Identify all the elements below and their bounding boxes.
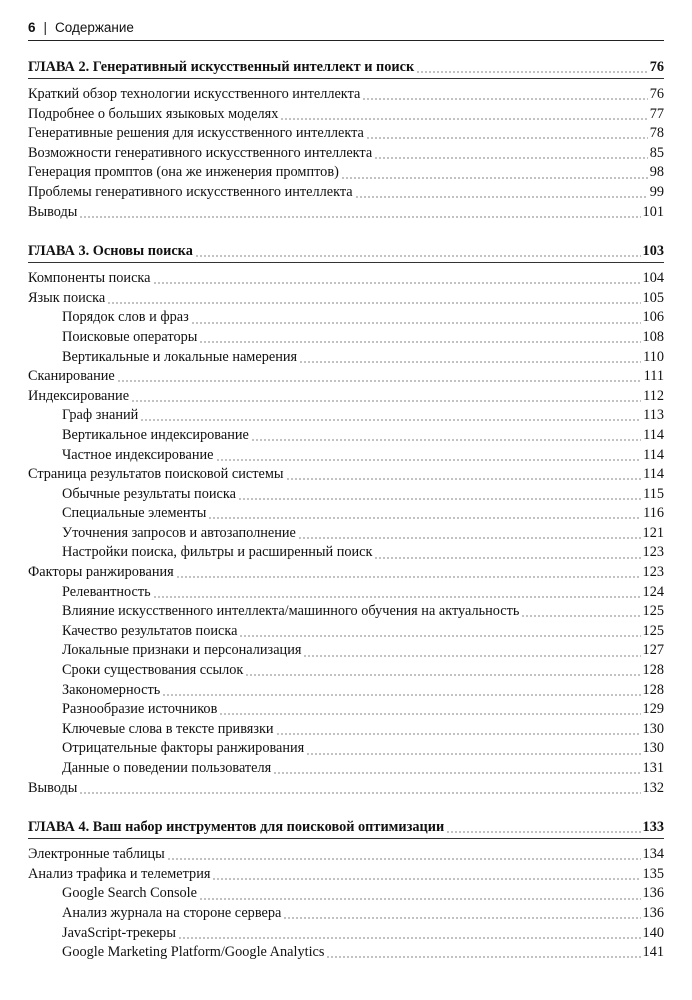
dot-leader — [298, 524, 641, 544]
dot-leader — [140, 406, 641, 426]
entry-title: Разнообразие источников — [62, 701, 218, 718]
dot-leader — [219, 700, 640, 720]
toc-subentry[interactable] — [28, 884, 664, 904]
entry-title: Вертикальное индексирование — [62, 426, 249, 443]
entry-page-number: 127 — [642, 642, 664, 659]
header-separator: | — [43, 19, 48, 35]
dot-leader — [208, 504, 641, 524]
entry-page-number: 135 — [642, 865, 664, 882]
entry-title: Уточнения запросов и автозаполнение — [62, 524, 296, 541]
dot-leader — [195, 240, 641, 262]
entry-title: ГЛАВА 2. Генеративный искусственный интеллект и поиск — [28, 59, 415, 75]
dot-leader — [199, 328, 640, 348]
dot-leader — [178, 924, 641, 944]
dot-leader — [374, 543, 640, 563]
entry-page-number: 128 — [642, 662, 664, 679]
entry-page-number: 123 — [642, 544, 664, 561]
toc-entry[interactable] — [28, 124, 664, 144]
entry-title: Генеративные решения для искусственного интеллекта — [28, 125, 364, 142]
dot-leader — [303, 641, 640, 661]
toc-subentry[interactable] — [28, 583, 664, 603]
entry-title: Поисковые операторы — [62, 328, 198, 345]
entry-title: Граф знаний — [62, 407, 139, 424]
toc-subentry[interactable] — [28, 426, 664, 446]
entry-page-number: 128 — [642, 681, 664, 698]
entry-title: Настройки поиска, фильтры и расширенный поиск — [62, 544, 373, 561]
toc-entry[interactable] — [28, 367, 664, 387]
toc-entry[interactable] — [28, 144, 664, 164]
entry-title: Компоненты поиска — [28, 270, 151, 287]
dot-leader — [153, 269, 641, 289]
entry-title: Анализ трафика и телеметрия — [28, 865, 211, 882]
dot-leader — [239, 622, 640, 642]
toc-subentry[interactable] — [28, 446, 664, 466]
toc-subentry[interactable] — [28, 661, 664, 681]
dot-leader — [299, 348, 641, 368]
entry-page-number: 140 — [642, 924, 664, 941]
entry-title: Язык поиска — [28, 289, 106, 306]
dot-leader — [79, 779, 640, 799]
entry-title: Влияние искусственного интеллекта/машинного обучения на актуальность — [62, 603, 520, 620]
entry-page-number: 114 — [643, 446, 664, 463]
dot-leader — [280, 105, 647, 125]
entry-page-number: 112 — [643, 387, 664, 404]
entry-title: Релевантность — [62, 583, 151, 600]
toc-subentry[interactable] — [28, 739, 664, 759]
toc-entry[interactable] — [28, 163, 664, 183]
dot-leader — [446, 816, 640, 838]
dot-leader — [286, 465, 642, 485]
entry-page-number: 125 — [642, 603, 664, 620]
dot-leader — [117, 367, 642, 387]
chapter-heading[interactable] — [28, 240, 664, 263]
toc-entry[interactable] — [28, 269, 664, 289]
entry-page-number: 76 — [649, 86, 664, 102]
page-number: 6 — [28, 19, 36, 35]
dot-leader — [283, 904, 640, 924]
entry-page-number: 136 — [642, 885, 664, 902]
dot-leader — [167, 845, 641, 865]
entry-page-number: 116 — [643, 505, 664, 522]
entry-title: Обычные результаты поиска — [62, 485, 236, 502]
chapter-section — [28, 816, 664, 963]
dot-leader — [374, 144, 648, 164]
table-of-contents — [28, 56, 664, 981]
entry-page-number: 115 — [643, 485, 664, 502]
dot-leader — [176, 563, 641, 583]
entry-title: Краткий обзор технологии искусственного интеллекта — [28, 86, 361, 102]
entry-page-number: 98 — [649, 164, 664, 181]
entry-title: Закономерность — [62, 681, 161, 698]
entry-page-number: 141 — [642, 944, 664, 961]
entry-page-number: 113 — [643, 407, 664, 424]
dot-leader — [251, 426, 641, 446]
entry-page-number: 132 — [642, 779, 664, 796]
entry-page-number: 111 — [643, 368, 664, 385]
toc-subentry[interactable] — [28, 308, 664, 328]
chapter-heading[interactable] — [28, 816, 664, 839]
entry-page-number: 105 — [642, 289, 664, 306]
entry-page-number: 77 — [649, 105, 664, 122]
toc-entry[interactable] — [28, 845, 664, 865]
entry-title: Индексирование — [28, 387, 130, 404]
dot-leader — [276, 720, 641, 740]
toc-subentry[interactable] — [28, 602, 664, 622]
toc-subentry[interactable] — [28, 759, 664, 779]
toc-subentry[interactable] — [28, 348, 664, 368]
dot-leader — [273, 759, 640, 779]
entry-title: Специальные элементы — [62, 505, 207, 522]
toc-entry[interactable] — [28, 289, 664, 309]
toc-entry[interactable] — [28, 563, 664, 583]
entry-title: JavaScript-трекеры — [62, 924, 176, 941]
toc-subentry[interactable] — [28, 641, 664, 661]
entry-title: Возможности генеративного искусственного интеллекта — [28, 144, 373, 161]
dot-leader — [326, 943, 640, 963]
dot-leader — [521, 602, 640, 622]
entry-title: Данные о поведении пользователя — [62, 760, 272, 776]
entry-title: Частное индексирование — [62, 446, 214, 463]
dot-leader — [416, 56, 647, 78]
entry-page-number: 108 — [642, 328, 664, 345]
toc-subentry[interactable] — [28, 543, 664, 563]
toc-entry[interactable] — [28, 465, 664, 485]
entry-page-number: 76 — [649, 59, 664, 75]
entry-title: Электронные таблицы — [28, 846, 165, 863]
running-head — [28, 14, 664, 41]
entry-page-number: 133 — [642, 819, 664, 836]
entry-page-number: 78 — [649, 125, 664, 142]
dot-leader — [362, 85, 647, 105]
entry-title: Выводы — [28, 779, 78, 796]
entry-page-number: 129 — [642, 701, 664, 718]
entry-title: Отрицательные факторы ранжирования — [62, 740, 305, 757]
entry-title: Проблемы генеративного искусственного интеллекта — [28, 183, 353, 200]
entry-title: Анализ журнала на стороне сервера — [62, 904, 282, 921]
toc-subentry[interactable] — [28, 328, 664, 348]
entry-page-number: 103 — [642, 243, 664, 260]
toc-entry[interactable] — [28, 85, 664, 105]
toc-subentry[interactable] — [28, 700, 664, 720]
entry-title: Локальные признаки и персонализация — [62, 642, 302, 659]
entry-title: Качество результатов поиска — [62, 622, 238, 639]
entry-title: Выводы — [28, 203, 78, 220]
toc-subentry[interactable] — [28, 622, 664, 642]
entry-page-number: 114 — [643, 426, 664, 443]
dot-leader — [107, 289, 640, 309]
entry-page-number: 124 — [642, 583, 664, 600]
toc-subentry[interactable] — [28, 406, 664, 426]
toc-subentry[interactable] — [28, 720, 664, 740]
toc-entry[interactable] — [28, 387, 664, 407]
dot-leader — [191, 308, 641, 328]
dot-leader — [238, 485, 641, 505]
toc-subentry[interactable] — [28, 504, 664, 524]
chapter-heading[interactable] — [28, 56, 664, 79]
entry-title: Порядок слов и фраз — [62, 309, 189, 326]
chapter-section — [28, 240, 664, 798]
toc-subentry[interactable] — [28, 904, 664, 924]
toc-entry[interactable] — [28, 183, 664, 203]
dot-leader — [341, 163, 648, 183]
toc-subentry[interactable] — [28, 485, 664, 505]
dot-leader — [245, 661, 640, 681]
entry-title: ГЛАВА 3. Основы поиска — [28, 243, 193, 260]
dot-leader — [162, 681, 640, 701]
toc-subentry[interactable] — [28, 524, 664, 544]
entry-title: Google Marketing Platform/Google Analytics — [62, 944, 325, 961]
entry-title: Генерация промптов (она же инженерия промптов) — [28, 164, 339, 181]
entry-title: ГЛАВА 4. Ваш набор инструментов для поисковой оптимизации — [28, 819, 445, 836]
dot-leader — [306, 739, 640, 759]
entry-page-number: 130 — [642, 740, 664, 757]
entry-page-number: 110 — [643, 348, 664, 365]
dot-leader — [355, 183, 648, 203]
toc-entry[interactable] — [28, 105, 664, 125]
toc-entry[interactable] — [28, 865, 664, 885]
entry-page-number: 134 — [642, 846, 664, 863]
entry-page-number: 131 — [642, 760, 664, 776]
dot-leader — [153, 583, 641, 603]
entry-page-number: 121 — [642, 524, 664, 541]
entry-page-number: 104 — [642, 270, 664, 287]
entry-page-number: 85 — [649, 144, 664, 161]
entry-page-number: 99 — [649, 183, 664, 200]
chapter-section — [28, 56, 664, 222]
entry-title: Ключевые слова в тексте привязки — [62, 720, 274, 737]
entry-page-number: 136 — [642, 904, 664, 921]
dot-leader — [366, 124, 648, 144]
entry-page-number: 114 — [643, 466, 664, 483]
entry-page-number: 130 — [642, 720, 664, 737]
dot-leader — [79, 203, 640, 223]
toc-subentry[interactable] — [28, 681, 664, 701]
toc-subentry[interactable] — [28, 924, 664, 944]
entry-page-number: 125 — [642, 622, 664, 639]
entry-title: Сканирование — [28, 368, 115, 385]
dot-leader — [199, 884, 641, 904]
entry-title: Подробнее о больших языковых моделях — [28, 105, 279, 122]
entry-page-number: 101 — [642, 203, 664, 220]
entry-page-number: 106 — [642, 309, 664, 326]
toc-subentry[interactable] — [28, 943, 664, 963]
dot-leader — [212, 865, 640, 885]
entry-title: Факторы ранжирования — [28, 564, 174, 581]
entry-page-number: 123 — [642, 564, 664, 581]
dot-leader — [216, 446, 642, 466]
toc-entry[interactable] — [28, 779, 664, 799]
entry-title: Вертикальные и локальные намерения — [62, 348, 298, 365]
entry-title: Сроки существования ссылок — [62, 662, 244, 679]
entry-title: Страница результатов поисковой системы — [28, 466, 284, 483]
toc-entry[interactable] — [28, 203, 664, 223]
dot-leader — [131, 387, 641, 407]
running-head-title: Содержание — [55, 19, 134, 35]
entry-title: Google Search Console — [62, 885, 197, 902]
